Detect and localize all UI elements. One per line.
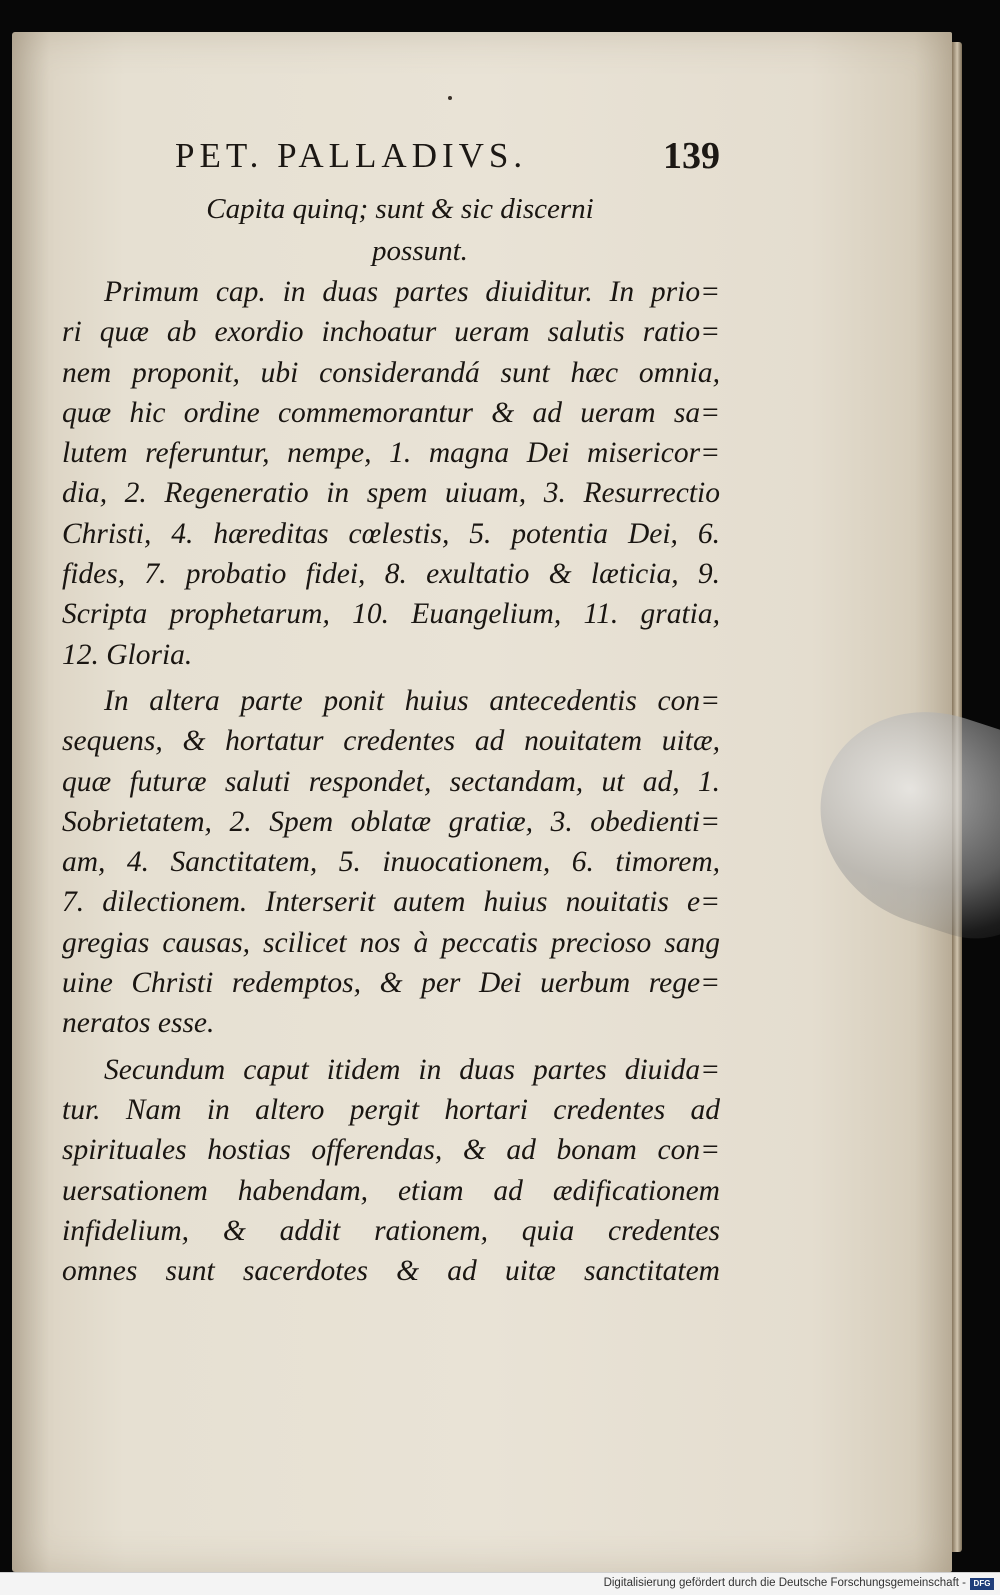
text-line: spirituales hostias offerendas, & ad bonam con= [62, 1134, 720, 1167]
dfg-logo-icon: DFG [970, 1578, 994, 1590]
text-line: Scripta prophetarum, 10. Euangelium, 11. gratia, [62, 598, 720, 631]
text-line: fides, 7. probatio fidei, 8. exultatio & læticia, 9. [62, 558, 720, 591]
section-title [100, 188, 700, 272]
text-line: sequens, & hortatur credentes ad nouitatem uitæ, [62, 725, 720, 758]
text-line: 7. dilectionem. Interserit autem huius nouitatis e= [62, 886, 720, 919]
text-line: In altera parte ponit huius antecedentis con= [104, 684, 720, 717]
text-line: quæ hic ordine commemorantur & ad ueram sa= [62, 396, 720, 429]
text-line: am, 4. Sanctitatem, 5. inuocationem, 6. timorem, [62, 846, 720, 879]
text-line: infidelium, & addit rationem, quia credentes [62, 1214, 720, 1247]
title-line: Capita quinq; sunt & sic discerni [206, 193, 594, 225]
text-line: dia, 2. Regeneratio in spem uiuam, 3. Resurrectio [62, 477, 720, 510]
text-line: uersationem habendam, etiam ad ædificationem [62, 1174, 720, 1207]
text-line: neratos esse. [62, 1007, 215, 1040]
footer-bar [0, 1572, 1000, 1595]
page-number: 139 [663, 135, 720, 177]
text-line: quæ futuræ saluti respondet, sectandam, ut ad, 1. [62, 765, 720, 798]
text-line: Secundum caput itidem in duas partes diuida= [104, 1053, 720, 1086]
text-line: Sobrietatem, 2. Spem oblatæ gratiæ, 3. obedienti= [62, 805, 720, 838]
page-header [90, 136, 720, 180]
text-line: tur. Nam in altero pergit hortari credentes ad [62, 1093, 720, 1126]
text-line: uine Christi redemptos, & per Dei uerbum rege= [62, 967, 720, 1000]
text-line: Christi, 4. hæreditas cœlestis, 5. potentia Dei, 6. [62, 517, 720, 550]
text-line: 12. Gloria. [62, 638, 193, 671]
text-line: ri quæ ab exordio inchoatur ueram salutis ratio= [62, 316, 720, 349]
text-line: omnes sunt sacerdotes & ad uitæ sanctitatem [62, 1255, 720, 1288]
text-line: gregias causas, scilicet nos à peccatis precioso sang [62, 926, 720, 959]
body-text [62, 272, 720, 1291]
title-line: possunt. [372, 235, 468, 267]
running-head: PET. PALLADIVS. [175, 136, 528, 175]
ink-speck [448, 96, 452, 100]
text-line: nem proponit, ubi considerandá sunt hæc omnia, [62, 356, 720, 389]
text-line: lutem referuntur, nempe, 1. magna Dei misericor= [62, 437, 720, 470]
funding-credit: Digitalisierung gefördert durch die Deutsche Forschungsgemeinschaft - [603, 1577, 966, 1589]
text-line: Primum cap. in duas partes diuiditur. In prio= [104, 276, 720, 308]
